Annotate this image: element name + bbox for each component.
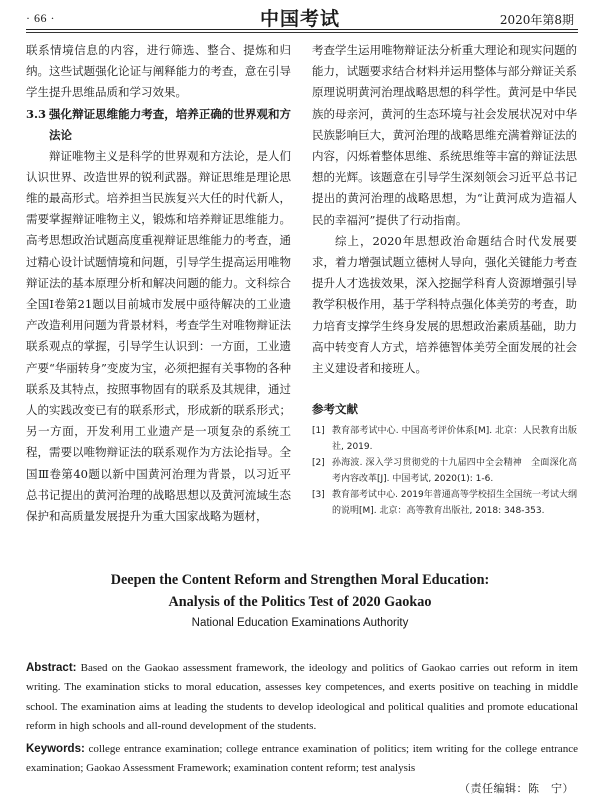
reference-item: [312, 424, 577, 455]
section-number: 3.3: [26, 106, 47, 121]
reference-text: 教育部考试中心. 2019年普通高等学校招生全国统一考试大纲的说明[M]. 北京：高等教育出版社, 2018: 348-353.: [332, 490, 577, 516]
reference-number: [3]: [312, 490, 325, 501]
reference-item: [312, 488, 577, 519]
english-title-line1: Deepen the Content Reform and Strengthen Moral Education:: [110, 572, 490, 588]
reference-list: [312, 424, 577, 519]
editor-note: （责任编辑：陈 宁）: [459, 782, 574, 795]
keywords-text: college entrance examination; college entrance examination of politics; item writing for the college entrance examination; Gaokao Assessment Framework; examination content reform; test analysis: [26, 743, 578, 775]
reference-text: 教育部考试中心. 中国高考评价体系[M]. 北京：人民教育出版社, 2019.: [332, 426, 577, 452]
reference-number: [2]: [312, 458, 325, 469]
english-keywords: [26, 740, 578, 779]
reference-text: 孙海波. 深入学习贯彻党的十九届四中全会精神 全面深化高考内容改革[J]. 中国考试, 2020(1): 1-6.: [332, 458, 577, 484]
section-title: 强化辩证思维能力考查，培养正确的世界观和方法论: [49, 106, 291, 142]
body-paragraph: 辩证唯物主义是科学的世界观和方法论，是人们认识世界、改造世界的锐利武器。辩证思维是理论思维的最高形式。培养担当民族复兴大任的时代新人，需要掌握辩证唯物主义，锻炼和培养辩证思维能力。高考思想政治试题高度重视辩证思维能力的考查，通过精心设计试题情境和问题，引导学生提高运用唯物辩证法的基本原理分析和解决问题的能力。文科综合全国Ⅰ卷第21题以目前城市发展中亟待解决的工业遗产改造利用问题为背景材料，考查学生对唯物辩证法联系观点的掌握，引导学生认识到：一方面，工业遗产要“华丽转身”变废为宝，必须把握有关事物的各种联系及其特点，按照事物固有的联系及其规律，通过人的实践改变已有的联系形式，形成新的联系形式；另一方面，开发利用工业遗产是一项复杂的系统工程，需要以唯物辩证法的联系观作为方法论指导。全国Ⅲ卷第40题以新中国黄河治理为背景，以习近平总书记提出的黄河治理的战略思想以及黄河流域生态保护和高质量发展提升为重大国家战略为题材，: [26, 148, 291, 524]
keywords-label: Keywords:: [26, 743, 85, 755]
journal-name: 中国考试: [259, 8, 340, 30]
abstract-label: Abstract:: [26, 662, 77, 674]
english-author: National Education Examinations Authority: [191, 617, 409, 629]
abstract-text: Based on the Gaokao assessment framework, the ideology and politics of Gaokao carries out reform in item writing. The examination sticks to moral education, assesses key competences, and exerts positive on teaching in middle school. The examination aims at leading the students to develop ideological and political qualities and promote educational reform in high schools and all-round development of the students.: [26, 662, 578, 732]
issue-label: 2020年第8期: [499, 13, 574, 27]
english-title-line2: Analysis of the Politics Test of 2020 Gaokao: [168, 594, 432, 610]
body-paragraph: 联系情境信息的内容，进行筛选、整合、提炼和归纳。这些试题强化论证与阐释能力的考查，意在引导学生提升思维品质和学习效果。: [26, 43, 291, 100]
english-abstract: [26, 659, 578, 736]
section-heading: [26, 104, 291, 146]
body-paragraph: 考查学生运用唯物辩证法分析重大理论和现实问题的能力，试题要求结合材料并运用整体与部分辩证关系原理说明黄河治理战略思想的科学性。黄河是中华民族的母亲河，黄河的生态环境与社会发展状况对中华民族影响巨大，黄河治理的战略思维充满着辩证法的内容，闪烁着整体思维、系统思维等丰富的辩证法思想的光辉。该题意在引导学生深刻领会习近平总书记提出的黄河治理的战略思想，为“让黄河成为造福人民的幸福河”提供了行动指南。: [312, 43, 577, 227]
reference-item: [312, 456, 577, 487]
header-rule: [26, 29, 578, 30]
reference-number: [1]: [312, 426, 325, 437]
left-column: [26, 40, 291, 527]
references-title: 参考文献: [312, 402, 358, 417]
page-number: · 66 ·: [26, 11, 55, 25]
header-rule-thin: [26, 32, 578, 33]
right-column: [312, 40, 577, 520]
body-paragraph: 综上，2020年思想政治命题结合时代发展要求，着力增强试题立德树人导向，强化关键能力考查提升人才选拔效果，深入挖掘学科育人资源增强引导教学积极作用，基于学科特点强化体美劳的考查，助力培育支撑学生终身发展的思想政治素质基础，助力高中转变育人方式，培养德智体美劳全面发展的社会主义建设者和接班人。: [312, 233, 577, 376]
